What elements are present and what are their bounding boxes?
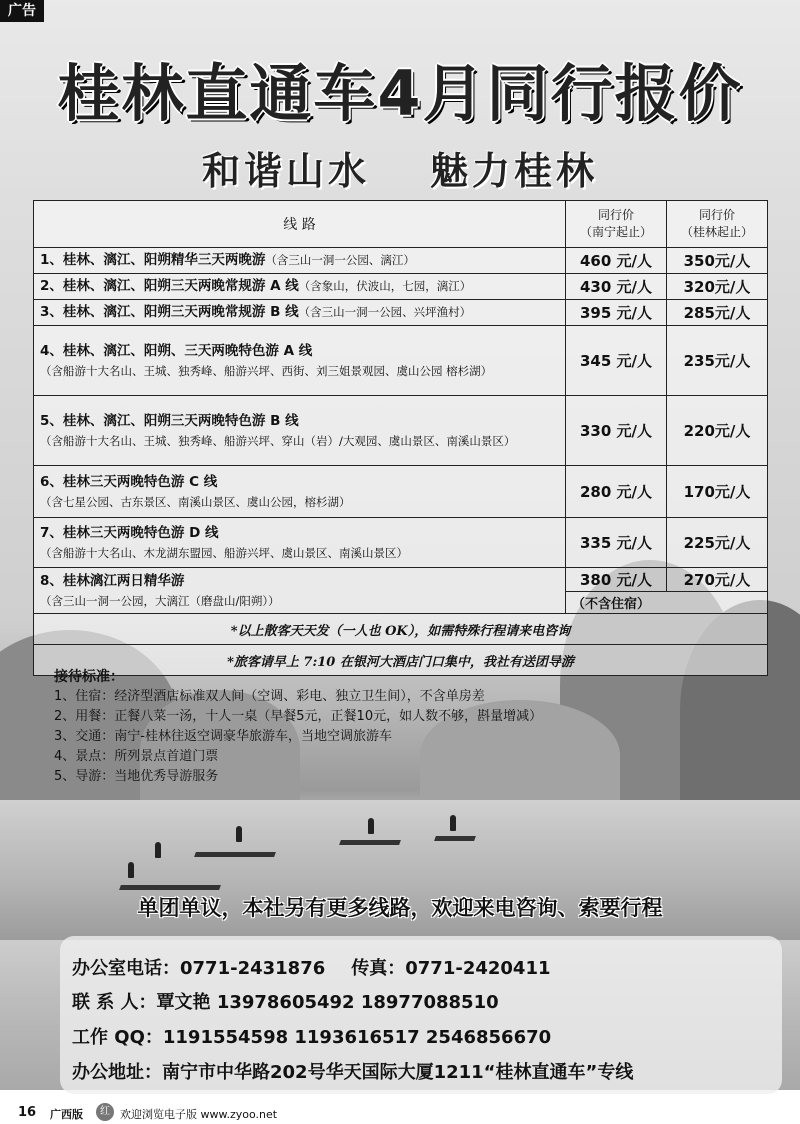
price-guilin: 225元/人 bbox=[667, 518, 768, 568]
slogan bbox=[0, 140, 800, 195]
route-detail: （含象山，伏波山，七园，漓江） bbox=[298, 279, 472, 293]
standard-item: 2、用餐：正餐八菜一汤，十人一桌（早餐5元，正餐10元，如人数不够，斟量增减） bbox=[54, 709, 543, 724]
daily-departure-note: *以上散客天天发（一人也 OK），如需特殊行程请来电咨询 bbox=[34, 614, 768, 645]
route-detail: （含船游十大名山、王城、独秀峰、船游兴坪、西街、刘三姐景观园、虞山公园 榕杉湖） bbox=[40, 363, 493, 378]
standards-heading: 接待标准： bbox=[54, 669, 124, 685]
route-cell bbox=[34, 518, 566, 568]
route-cell bbox=[34, 396, 566, 466]
route-title: 1、桂林、漓江、阳朔精华三天两晚游 bbox=[40, 252, 266, 268]
price-table bbox=[33, 200, 768, 676]
header-route: 线 路 bbox=[34, 201, 566, 248]
fax-label: 传真： bbox=[351, 958, 406, 979]
header-nanning-label: 同行价 bbox=[597, 208, 634, 222]
address-row bbox=[72, 1058, 633, 1084]
price-nanning: 280 元/人 bbox=[566, 466, 667, 518]
table-row bbox=[34, 274, 768, 300]
qq-numbers: 1191554598 1193616517 2546856670 bbox=[162, 1027, 552, 1048]
header-guilin-label: 同行价 bbox=[698, 208, 735, 222]
price-nanning: 335 元/人 bbox=[566, 518, 667, 568]
route-cell bbox=[34, 300, 566, 326]
route-title: 5、桂林、漓江、阳朔三天两晚特色游 B 线 bbox=[40, 412, 299, 429]
standard-item: 1、住宿：经济型酒店标准双人间（空调、彩电、独立卫生间），不含单房差 bbox=[54, 689, 485, 704]
standard-item: 5、导游：当地优秀导游服务 bbox=[54, 769, 219, 784]
route-title: 4、桂林、漓江、阳朔、三天两晚特色游 A 线 bbox=[40, 342, 313, 359]
route-detail: （含三山一洞一公园、兴坪渔村） bbox=[298, 305, 472, 319]
table-row bbox=[34, 248, 768, 274]
route-cell bbox=[34, 466, 566, 518]
route-detail: （含三山一洞一公园，大漓江（磨盘山/阳朔）） bbox=[40, 593, 280, 608]
price-guilin: 170元/人 bbox=[667, 466, 768, 518]
standard-item: 3、交通：南宁-桂林往返空调豪华旅游车，当地空调旅游车 bbox=[54, 729, 392, 744]
price-nanning: 380 元/人 bbox=[566, 568, 667, 592]
page-footer bbox=[0, 1100, 800, 1124]
table-note-row bbox=[34, 614, 768, 645]
contact-person: 覃文艳 13978605492 18977088510 bbox=[156, 992, 499, 1013]
price-nanning: 345 元/人 bbox=[566, 326, 667, 396]
publisher-logo-icon: 红 bbox=[96, 1103, 114, 1121]
header-guilin-price bbox=[667, 201, 768, 248]
website-link[interactable]: 欢迎浏览电子版 www.zyoo.net bbox=[120, 1108, 278, 1121]
header-nanning-price bbox=[566, 201, 667, 248]
route-detail: （含船游十大名山、王城、独秀峰、船游兴坪、穿山（岩）/大观园、虞山景区、南溪山景区） bbox=[40, 433, 516, 448]
price-nanning: 330 元/人 bbox=[566, 396, 667, 466]
price-guilin: 270元/人 bbox=[667, 568, 768, 592]
slogan-left: 和谐山水 bbox=[201, 148, 370, 193]
publication-name: 广西版 bbox=[50, 1108, 83, 1121]
route-title: 6、桂林三天两晚特色游 C 线 bbox=[40, 473, 218, 490]
page-title: 桂林直通车4月同行报价 bbox=[57, 57, 743, 130]
table-row bbox=[34, 396, 768, 466]
route-title: 3、桂林、漓江、阳朔三天两晚常规游 B 线 bbox=[40, 304, 299, 320]
price-guilin: 235元/人 bbox=[667, 326, 768, 396]
ad-tag: 广告 bbox=[0, 0, 44, 22]
slogan-right: 魅力桂林 bbox=[430, 148, 599, 193]
header-nanning-sub: （南宁起止） bbox=[579, 225, 652, 239]
table-row bbox=[34, 518, 768, 568]
route-title: 7、桂林三天两晚特色游 D 线 bbox=[40, 524, 219, 541]
price-nanning: 460 元/人 bbox=[566, 248, 667, 274]
contact-person-row bbox=[72, 988, 499, 1014]
route-cell bbox=[34, 568, 566, 614]
qq-row bbox=[72, 1023, 551, 1049]
qq-label: 工作 QQ： bbox=[72, 1027, 163, 1048]
office-phone: 0771-2431876 bbox=[180, 958, 326, 979]
fax-number: 0771-2420411 bbox=[405, 958, 551, 979]
table-row bbox=[34, 300, 768, 326]
route-cell bbox=[34, 274, 566, 300]
price-nanning: 395 元/人 bbox=[566, 300, 667, 326]
office-address: 南宁市中华路202号华天国际大厦1211“桂林直通车”专线 bbox=[162, 1062, 634, 1083]
route-detail: （含七星公园、古东景区、南溪山景区、虞山公园，榕杉湖） bbox=[40, 494, 351, 509]
inquiry-invite: 单团单议，本社另有更多线路，欢迎来电咨询、索要行程 bbox=[137, 895, 663, 920]
office-phone-row bbox=[72, 954, 551, 980]
standard-item: 4、景点：所列景点首道门票 bbox=[54, 749, 219, 764]
route-title: 8、桂林漓江两日精华游 bbox=[40, 572, 185, 589]
price-guilin: 220元/人 bbox=[667, 396, 768, 466]
price-guilin: 320元/人 bbox=[667, 274, 768, 300]
address-label: 办公地址： bbox=[72, 1062, 162, 1083]
price-nanning: 430 元/人 bbox=[566, 274, 667, 300]
table-header-row bbox=[34, 201, 768, 248]
contact-person-label: 联 系 人： bbox=[72, 992, 157, 1013]
header-guilin-sub: （桂林起止） bbox=[680, 225, 753, 239]
route-detail: （含三山一洞一公园、漓江） bbox=[265, 253, 415, 267]
table-row bbox=[34, 466, 768, 518]
no-accommodation-note: （不含住宿） bbox=[566, 592, 768, 614]
page-number: 16 bbox=[18, 1105, 37, 1120]
reception-standards bbox=[54, 667, 542, 787]
price-guilin: 285元/人 bbox=[667, 300, 768, 326]
price-guilin: 350元/人 bbox=[667, 248, 768, 274]
route-cell bbox=[34, 326, 566, 396]
contact-panel bbox=[60, 936, 782, 1094]
office-phone-label: 办公室电话： bbox=[72, 958, 180, 979]
route-detail: （含船游十大名山、木龙湖东盟园、船游兴坪、虞山景区、南溪山景区） bbox=[40, 545, 408, 560]
meeting-point-note: *旅客请早上 7:10 在银河大酒店门口集中，我社有送团导游 bbox=[34, 645, 768, 676]
table-row bbox=[34, 568, 768, 592]
route-title: 2、桂林、漓江、阳朔三天两晚常规游 A 线 bbox=[40, 278, 299, 294]
table-row bbox=[34, 326, 768, 396]
route-cell bbox=[34, 248, 566, 274]
